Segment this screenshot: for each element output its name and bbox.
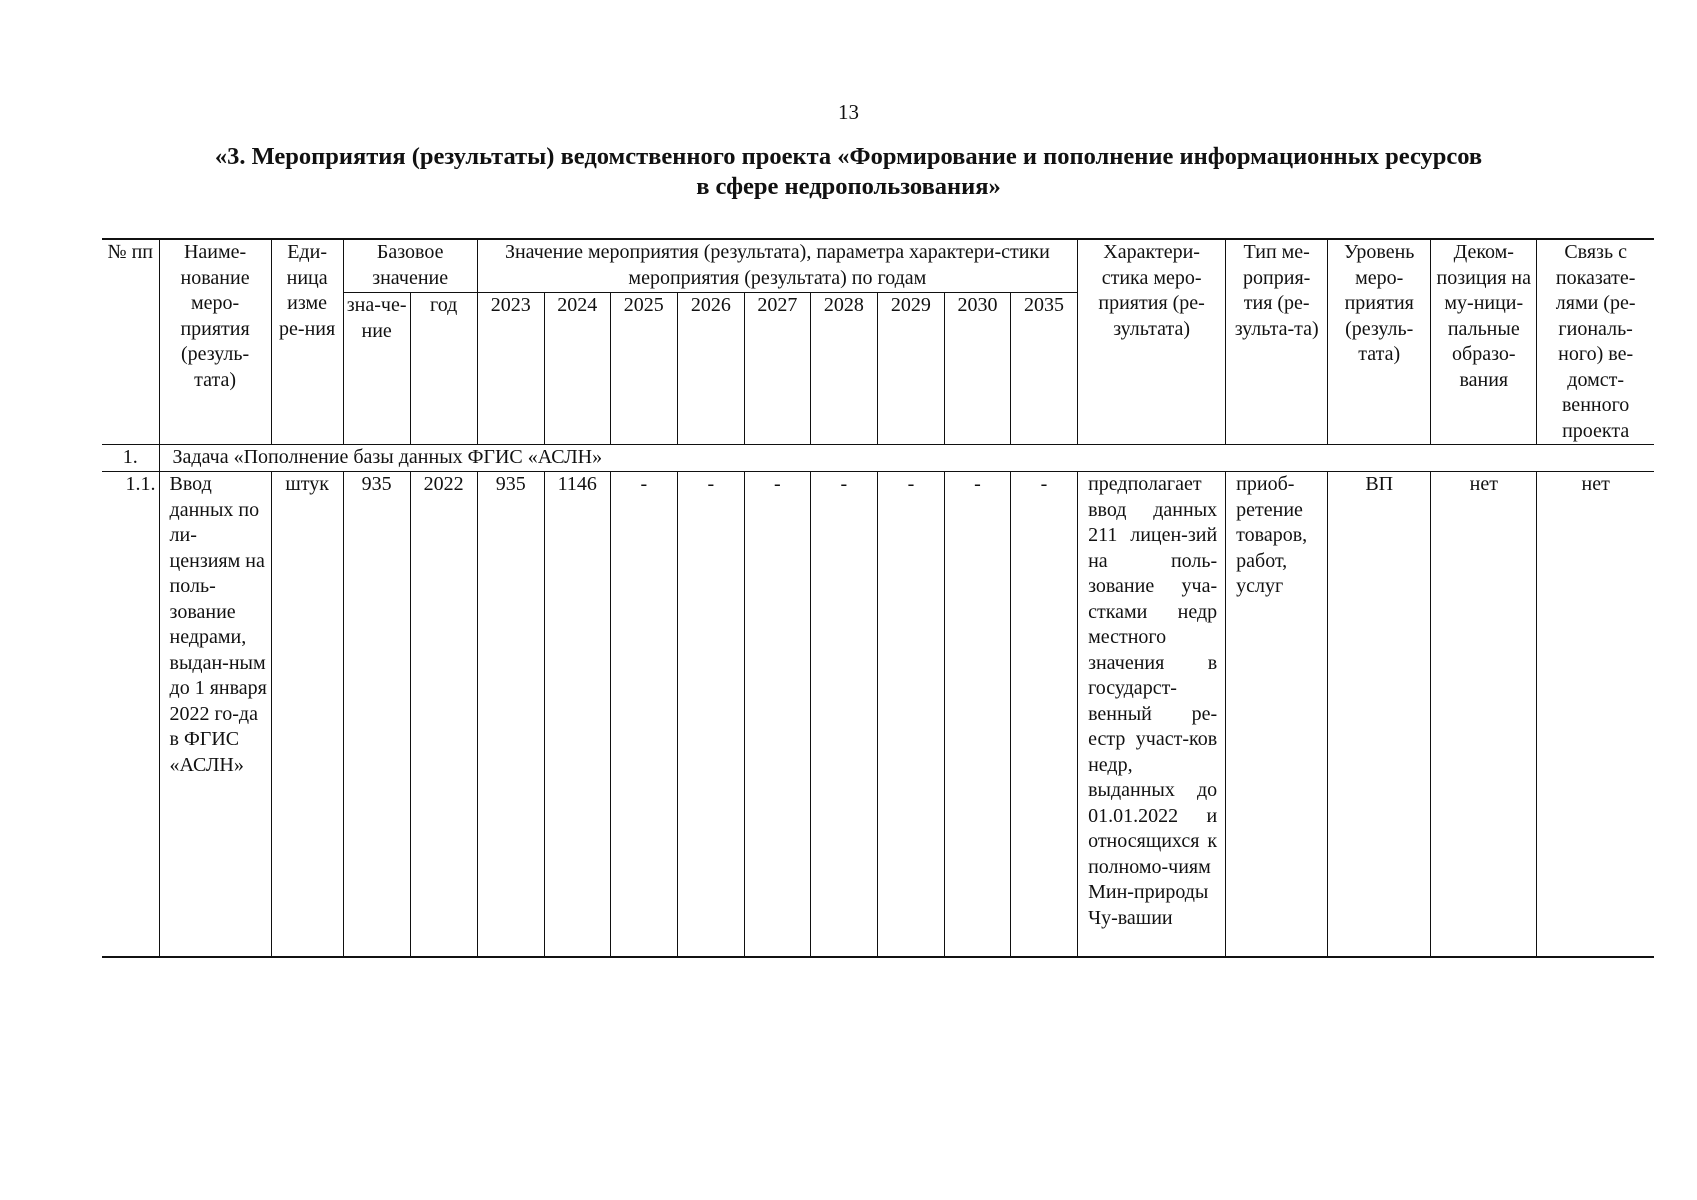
row-characteristic: предполагает ввод данных 211 лицен-зий на поль-зование уча-стками недр местного значения в государст-венный ре-естр участ-ков недр, выданных до 01.01.2022 и относящихся к полномо-чиям Мин-природы Чу-вашии [1078, 472, 1226, 958]
row-value-2026: - [677, 472, 744, 958]
task-text: Задача «Пополнение базы данных ФГИС «АСЛН» [159, 445, 1654, 472]
header-characteristic: Характери-стика меро-приятия (ре-зультата) [1078, 239, 1226, 445]
row-value-2023: 935 [477, 472, 544, 958]
header-base-value: зна-че-ние [343, 293, 410, 445]
row-base-year: 2022 [410, 472, 477, 958]
header-type: Тип ме-роприя-тия (ре-зульта-та) [1226, 239, 1328, 445]
measures-table [102, 238, 1654, 958]
row-level: ВП [1328, 472, 1431, 958]
header-year-2030: 2030 [944, 293, 1010, 445]
row-value-2024: 1146 [544, 472, 610, 958]
header-link: Связь с показате-лями (ре-гиональ-ного) ве-домст-венного проекта [1537, 239, 1654, 445]
page-number: 13 [838, 100, 859, 124]
header-year-2029: 2029 [877, 293, 944, 445]
row-value-2030: - [944, 472, 1010, 958]
row-unit: штук [271, 472, 343, 958]
table-row [102, 472, 1654, 958]
row-value-2025: - [610, 472, 677, 958]
header-year-2026: 2026 [677, 293, 744, 445]
header-unit: Еди-ница изме ре-ния [271, 239, 343, 445]
header-year-2027: 2027 [744, 293, 810, 445]
header-base-year: год [410, 293, 477, 445]
row-decomposition: нет [1431, 472, 1537, 958]
header-decomposition: Деком-позиция на му-ници-пальные образо-вания [1431, 239, 1537, 445]
row-value-2035: - [1010, 472, 1077, 958]
row-base-value: 935 [343, 472, 410, 958]
header-year-2025: 2025 [610, 293, 677, 445]
header-num: № пп [102, 239, 159, 445]
row-link: нет [1537, 472, 1654, 958]
row-num: 1.1. [102, 472, 159, 958]
row-type: приоб-ретение товаров, работ, услуг [1226, 472, 1328, 958]
row-value-2029: - [877, 472, 944, 958]
row-value-2027: - [744, 472, 810, 958]
task-num: 1. [102, 445, 159, 472]
header-level: Уровень меро-приятия (резуль-тата) [1328, 239, 1431, 445]
header-year-2035: 2035 [1010, 293, 1077, 445]
header-name: Наиме-нование меро-приятия (резуль-тата) [159, 239, 271, 445]
section-title [140, 142, 1557, 202]
row-name: Ввод данных по ли-цензиям на поль-зование недрами, выдан-ным до 1 января 2022 го-да в ФГИС «АСЛН» [159, 472, 271, 958]
header-base: Базовое значение [343, 239, 477, 293]
header-year-2024: 2024 [544, 293, 610, 445]
section-title-line-2: в сфере недропользования» [696, 173, 1001, 200]
header-year-2023: 2023 [477, 293, 544, 445]
header-year-2028: 2028 [810, 293, 877, 445]
row-value-2028: - [810, 472, 877, 958]
header-values-by-year: Значение мероприятия (результата), параметра характери-стики мероприятия (результата) по годам [477, 239, 1077, 293]
section-title-line-1: «3. Мероприятия (результаты) ведомственного проекта «Формирование и пополнение информационных ресурсов [214, 143, 1483, 170]
